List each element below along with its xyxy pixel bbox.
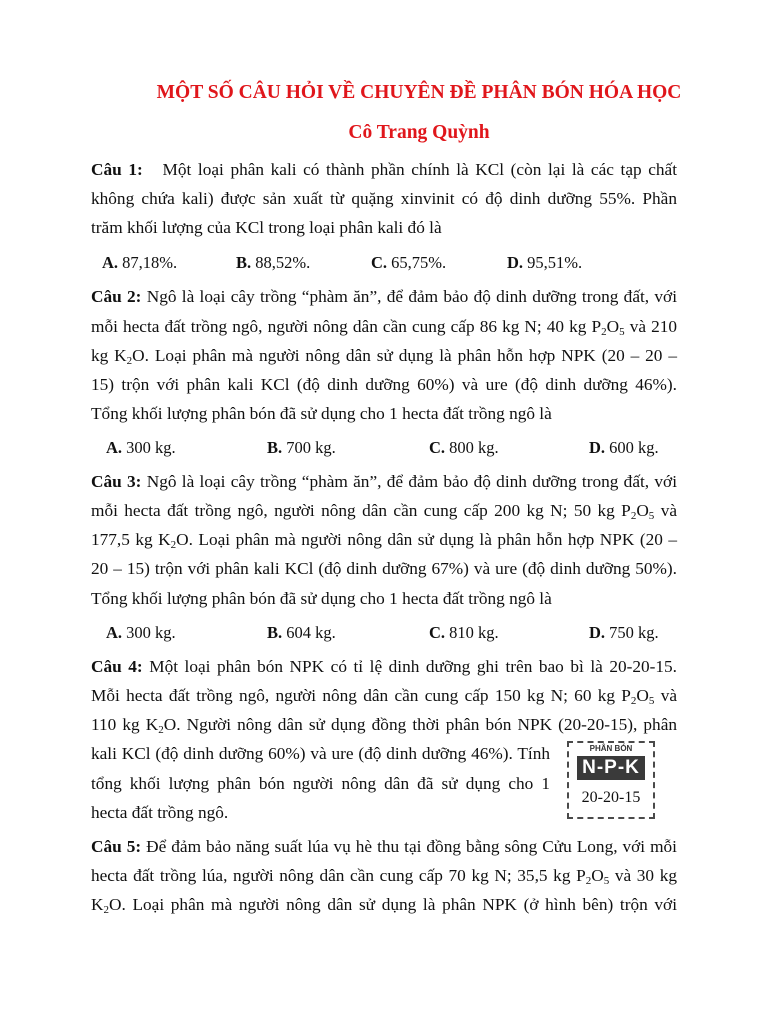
q2-line-1: Câu 2: Ngô là loại cây trồng “phàm ăn”, để đảm bảo độ dinh dưỡng trong đất, với <box>91 287 677 306</box>
q4-line-2: Mỗi hecta đất trồng ngô, người nông dân cần cung cấp 150 kg N; 60 kg $P_2O_5$ và <box>91 686 677 707</box>
q1-line-3: trăm khối lượng của KCl trong loại phân kali đó là <box>91 218 442 237</box>
q1-label: Câu 1: <box>91 160 143 179</box>
q4-label: Câu 4: <box>91 657 143 676</box>
q3-line-2: mỗi hecta đất trồng ngô, người nông dân cần cung cấp 200 kg N; 50 kg $P_2O_5$ và <box>91 501 678 522</box>
q3-line-3: 177,5 kg $K_2O$. Loại phân mà người nông dân sử dụng là phân hỗn hợp NPK (20 – <box>91 530 677 551</box>
q3-option-b: B. 604 kg. <box>267 623 336 642</box>
q5-label: Câu 5: <box>91 837 142 856</box>
q3-option-d: D. 750 kg. <box>589 623 659 642</box>
stamp-brand: N-P-K <box>577 756 645 780</box>
q1-line-1: Câu 1: Một loại phân kali có thành phần chính là KCl (còn lại là các tạp chất <box>91 160 678 179</box>
q3-option-c: C. 810 kg. <box>429 623 499 642</box>
page-title: MỘT SỐ CÂU HỎI VỀ CHUYÊN ĐỀ PHÂN BÓN HÓA HỌC <box>156 82 682 103</box>
q3-line-1: Câu 3: Ngô là loại cây trồng “phàm ăn”, để đảm bảo độ dinh dưỡng trong đất, với <box>91 472 677 491</box>
q2-option-d: D. 600 kg. <box>589 438 659 457</box>
q4-line-5: tổng khối lượng phân bón người nông dân đã sử dụng cho 1 <box>91 774 550 793</box>
q2-line-4: 15) trộn với phân kali KCl (độ dinh dưỡng 60%) và ure (độ dinh dưỡng 46%). <box>91 375 677 394</box>
npk-stamp-image <box>567 741 655 819</box>
q5-line-3: $K_2O$. Loại phân mà người nông dân sử dụng là phân NPK (ở hình bên) trộn với <box>91 895 677 916</box>
q2-option-b: B. 700 kg. <box>267 438 336 457</box>
q4-line-1: Câu 4: Một loại phân bón NPK có tỉ lệ dinh dưỡng ghi trên bao bì là 20-20-15. <box>91 657 677 676</box>
q3-option-a: A. 300 kg. <box>106 623 176 642</box>
q1-option-c: C. 65,75%. <box>371 253 447 272</box>
author-name: Cô Trang Quỳnh <box>348 122 490 143</box>
q2-option-c: C. 800 kg. <box>429 438 499 457</box>
q3-line-4: 20 – 15) trộn với phân kali KCl (độ dinh dưỡng 67%) và ure (độ dinh dưỡng 50%). <box>91 559 677 578</box>
q3-line-5: Tổng khối lượng phân bón đã sử dụng cho 1 hecta đất trồng ngô là <box>91 589 552 608</box>
q2-label: Câu 2: <box>91 287 142 306</box>
q2-option-a: A. 300 kg. <box>106 438 176 457</box>
q4-line-4: kali KCl (độ dinh dưỡng 60%) và ure (độ dinh dưỡng 46%). Tính <box>91 744 550 763</box>
q3-label: Câu 3: <box>91 472 142 491</box>
q1-line-2: không chứa kali) được sản xuất từ quặng xinvinit có độ dinh dưỡng 55%. Phần <box>91 189 677 208</box>
q1-option-a: A. 87,18%. <box>102 253 178 272</box>
q4-line-3: 110 kg $K_2O$. Người nông dân sử dụng đồng thời phân bón NPK (20-20-15), phân <box>91 715 678 736</box>
q1-option-b: B. 88,52%. <box>236 253 311 272</box>
q2-line-2: mỗi hecta đất trồng ngô, người nông dân cần cung cấp 86 kg N; 40 kg $P_2O_5$ và 210 <box>91 317 678 338</box>
q1-option-d: D. 95,51%. <box>507 253 583 272</box>
stamp-ratio: 20-20-15 <box>581 789 641 806</box>
q5-line-2: hecta đất trồng lúa, người nông dân cần cung cấp 70 kg N; 35,5 kg $P_2O_5$ và 30 kg <box>91 866 677 887</box>
q2-line-3: kg $K_2O$. Loại phân mà người nông dân sử dụng là phân hỗn hợp NPK (20 – 20 – <box>91 346 677 367</box>
q4-line-6: hecta đất trồng ngô. <box>91 803 229 822</box>
q2-line-5: Tổng khối lượng phân bón đã sử dụng cho 1 hecta đất trồng ngô là <box>91 404 552 423</box>
q5-line-1: Câu 5: Để đảm bảo năng suất lúa vụ hè thu tại đồng bằng sông Cửu Long, với mỗi <box>91 837 677 856</box>
stamp-top-label: PHÂN BÓN <box>589 744 633 753</box>
